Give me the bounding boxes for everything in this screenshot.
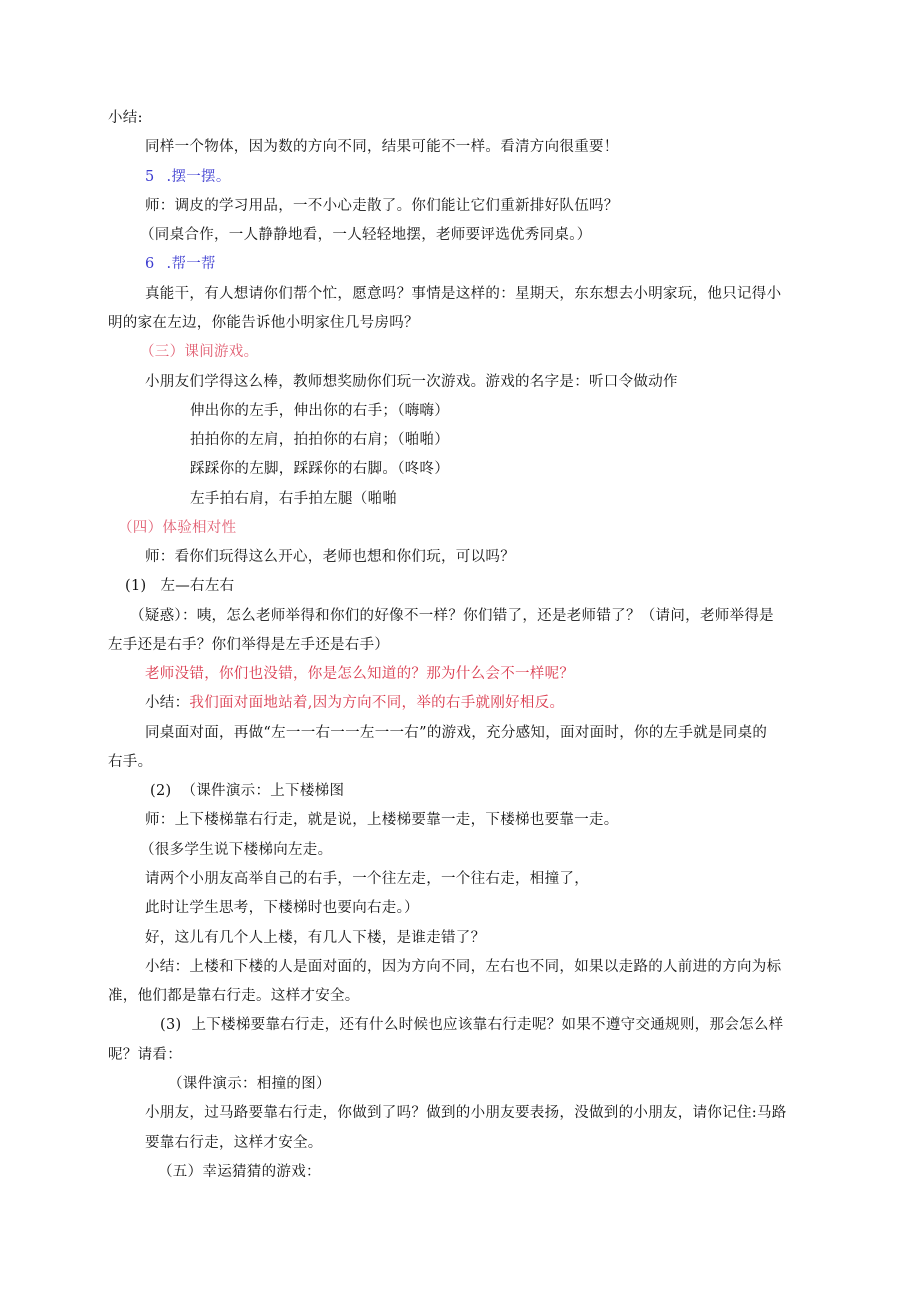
- teacher-remark: 老师没错，你们也没错，你是怎么知道的？那为什么会不一样呢？: [145, 666, 575, 682]
- paragraph: 此时让学生思考，下楼梯时也要向右走。）: [145, 900, 419, 916]
- subsection-number: (1): [125, 578, 147, 594]
- paragraph: 真能干，有人想请你们帮个忙，愿意吗？事情是这样的：星期天，东东想去小明家玩，他只记得小: [145, 286, 782, 302]
- subsection-number: (2): [150, 783, 172, 799]
- paragraph: 师：上下楼梯靠右行走，就是说，上楼梯要靠一走，下楼梯也要靠一走。: [145, 812, 619, 828]
- summary-text: 我们面对面地站着,因为方向不同，举的右手就刚好相反。: [189, 695, 565, 711]
- paragraph: 请两个小朋友高举自己的右手，一个往左走，一个往右走，相撞了，: [145, 871, 589, 887]
- section-number: 5: [145, 169, 155, 185]
- section-heading-6: [145, 254, 216, 274]
- summary-label: 小结:: [108, 110, 143, 126]
- summary: [145, 693, 564, 713]
- summary-label: 小结：: [145, 695, 190, 711]
- paragraph: （疑惑）：咦，怎么老师举得和你们的好像不一样？你们错了，还是老师错了？（请问，老师举得是: [130, 608, 774, 624]
- section-heading-5: [145, 167, 231, 187]
- paragraph: 同样一个物体，因为数的方向不同，结果可能不一样。看清方向很重要！: [145, 139, 619, 155]
- paragraph: 要靠右行走，这样才安全。: [145, 1135, 323, 1151]
- subsection-title: 上下楼梯要靠右行走，还有什么时候也应该靠右行走呢？如果不遵守交通规则，那会怎么样: [191, 1017, 784, 1033]
- subsection-title: 左—右左右: [160, 578, 235, 594]
- subsection-3: [160, 1015, 783, 1035]
- paragraph: （很多学生说下楼梯向左走。: [140, 842, 333, 858]
- paragraph: 小朋友，过马路要靠右行走，你做到了吗？做到的小朋友要表扬，没做到的小朋友，请你记住:马路: [145, 1105, 787, 1121]
- paragraph: 左手还是右手？你们举得是左手还是右手）: [108, 637, 390, 653]
- section-title: .摆一摆。: [166, 169, 231, 185]
- chant-line: 伸出你的左手，伸出你的右手；（嗨嗨）: [190, 403, 450, 419]
- paragraph: 小朋友们学得这么棒，教师想奖励你们玩一次游戏。游戏的名字是：听口令做动作: [145, 374, 678, 390]
- paragraph: 小结：上楼和下楼的人是面对面的，因为方向不同，左右也不同，如果以走路的人前进的方向为标: [145, 959, 782, 975]
- section-heading-5-game: （五）幸运猜猜的游戏：: [158, 1164, 321, 1180]
- subsection-title: （课件演示：上下楼梯图: [181, 783, 345, 799]
- paragraph: 右手。: [108, 754, 153, 770]
- paragraph: （同桌合作，一人静静地看，一人轻轻地摆，老师要评选优秀同桌。）: [140, 227, 592, 243]
- paragraph: 师：看你们玩得这么开心，老师也想和你们玩，可以吗？: [145, 549, 515, 565]
- paragraph: 师：调皮的学习用品，一不小心走散了。你们能让它们重新排好队伍吗？: [145, 198, 619, 214]
- paragraph: 好，这儿有几个人上楼，有几人下楼，是谁走错了？: [145, 930, 486, 946]
- subsection-1: [125, 576, 234, 596]
- chant-line: 拍拍你的左肩，拍拍你的右肩；（啪啪）: [190, 432, 450, 448]
- paragraph: （课件演示：相撞的图）: [168, 1076, 331, 1092]
- chant-line: 左手拍右肩，右手拍左腿（啪啪: [190, 491, 398, 507]
- paragraph: 准，他们都是靠右行走。这样才安全。: [108, 988, 360, 1004]
- section-heading-4: （四）体验相对性: [118, 520, 237, 536]
- subsection-2: [150, 781, 344, 801]
- subsection-number: (3): [160, 1017, 182, 1033]
- paragraph: 明的家在左边，你能告诉他小明家住几号房吗？: [108, 315, 419, 331]
- paragraph: 呢？请看：: [108, 1047, 182, 1063]
- section-title: .帮一帮: [166, 256, 216, 272]
- section-number: 6: [145, 256, 155, 272]
- section-heading-3: （三）课间游戏。: [140, 344, 259, 360]
- paragraph: 同桌面对面，再做“左一一右一一左一一右”的游戏，充分感知，面对面时，你的左手就是同桌的: [145, 725, 768, 741]
- chant-line: 踩踩你的左脚，踩踩你的右脚。（咚咚）: [190, 461, 450, 477]
